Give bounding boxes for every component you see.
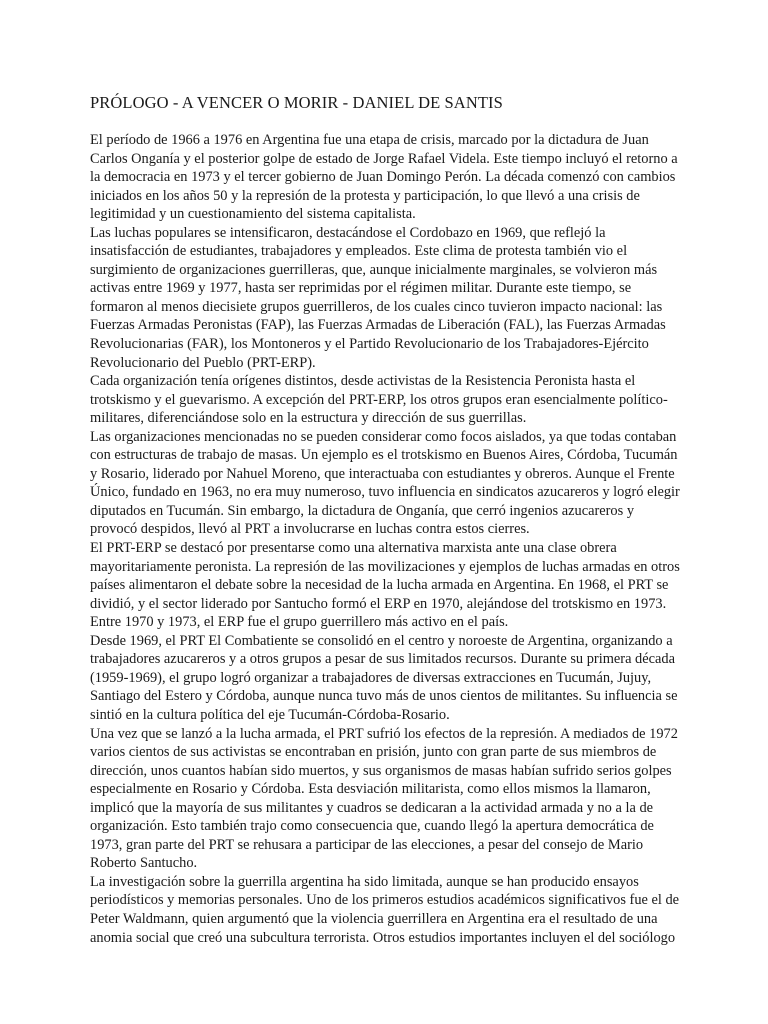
paragraph-2: Las luchas populares se intensificaron, destacándose el Cordobazo en 1969, que reflejó la insatisfacción de estudiantes, trabajadores y empleados. Este clima de protesta también vio el surgimiento de organizaciones guerrilleras, que, aunque inicialmente marginales, se volvieron más activas entre 1969 y 1977, hasta ser reprimidas por el régimen militar. Durante este tiempo, se formaron al menos diecisiete grupos guerrilleros, de los cuales cinco tuvieron impacto nacional: las Fuerzas Armadas Peronistas (FAP), las Fuerzas Armadas de Liberación (FAL), las Fuerzas Armadas Revolucionarias (FAR), los Montoneros y el Partido Revolucionario de los Trabajadores-Ejército Revolucionario del Pueblo (PRT-ERP).	[90, 224, 666, 371]
paragraph-3: Cada organización tenía orígenes distintos, desde activistas de la Resistencia Peronista hasta el trotskismo y el guevarismo. A excepción del PRT-ERP, los otros grupos eran esencialmente político-militares, diferenciándose solo en la estructura y dirección de sus guerrillas.	[90, 373, 668, 427]
paragraph-5: El PRT-ERP se destacó por presentarse como una alternativa marxista ante una clase obrera mayoritariamente peronista. La represión de las movilizaciones y ejemplos de luchas armadas en otros países alimentaron el debate sobre la necesidad de la lucha armada en Argentina. En 1968, el PRT se dividió, y el sector liderado por Santucho formó el ERP en 1970, alejándose del trotskismo en 1973. Entre 1970 y 1973, el ERP fue el grupo guerrillero más activo en el país.	[90, 540, 680, 631]
paragraph-8: La investigación sobre la guerrilla argentina ha sido limitada, aunque se han producido ensayos periodísticos y memorias personales. Uno de los primeros estudios académicos significativos fue el de Peter Waldmann, quien argumentó que la violencia guerrillera en Argentina era el resultado de una anomia social que creó una subcultura terrorista. Otros estudios importantes incluyen el del sociólogo	[90, 873, 680, 946]
document-page	[90, 92, 682, 947]
paragraph-7: Una vez que se lanzó a la lucha armada, el PRT sufrió los efectos de la represión. A mediados de 1972 varios cientos de sus activistas se encontraban en prisión, junto con gran parte de sus miembros de dirección, unos cuantos habían sido muertos, y sus organismos de masas habían sufrido serios golpes especialmente en Rosario y Córdoba. Esta desviación militarista, como ellos mismos la llamaron, implicó que la mayoría de sus militantes y cuadros se dedicaran a la actividad armada y no a la de organización. Esto también trajo como consecuencia que, cuando llegó la apertura democrática de 1973, gran parte del PRT se rehusara a participar de las elecciones, a pesar del consejo de Mario Roberto Santucho.	[90, 725, 678, 872]
document-title: PRÓLOGO - A VENCER O MORIR - DANIEL DE SANTIS	[90, 93, 503, 112]
paragraph-4: Las organizaciones mencionadas no se pueden considerar como focos aislados, ya que todas contaban con estructuras de trabajo de masas. Un ejemplo es el trotskismo en Buenos Aires, Córdoba, Tucumán y Rosario, liderado por Nahuel Moreno, que interactuaba con estudiantes y obreros. Aunque el Frente Único, fundado en 1963, no era muy numeroso, tuvo influencia en sindicatos azucareros y logró elegir diputados en Tucumán. Sin embargo, la dictadura de Onganía, que cerró ingenios azucareros y provocó despidos, llevó al PRT a involucrarse en luchas contra estos cierres.	[90, 428, 680, 538]
paragraph-6: Desde 1969, el PRT El Combatiente se consolidó en el centro y noroeste de Argentina, organizando a trabajadores azucareros y a otros grupos a pesar de sus limitados recursos. Durante su primera década (1959-1969), el grupo logró organizar a trabajadores de diversas extracciones en Tucumán, Jujuy, Santiago del Estero y Córdoba, aunque nunca tuvo más de unos cientos de militantes. Su influencia se sintió en la cultura política del eje Tucumán-Córdoba-Rosario.	[90, 632, 678, 723]
paragraph-1: El período de 1966 a 1976 en Argentina fue una etapa de crisis, marcado por la dictadura de Juan Carlos Onganía y el posterior golpe de estado de Jorge Rafael Videla. Este tiempo incluyó el retorno a la democracia en 1973 y el tercer gobierno de Juan Domingo Perón. La década comenzó con cambios iniciados en los años 50 y la represión de la protesta y participación, lo que llevó a una crisis de legitimidad y un cuestionamiento del sistema capitalista.	[90, 132, 678, 223]
